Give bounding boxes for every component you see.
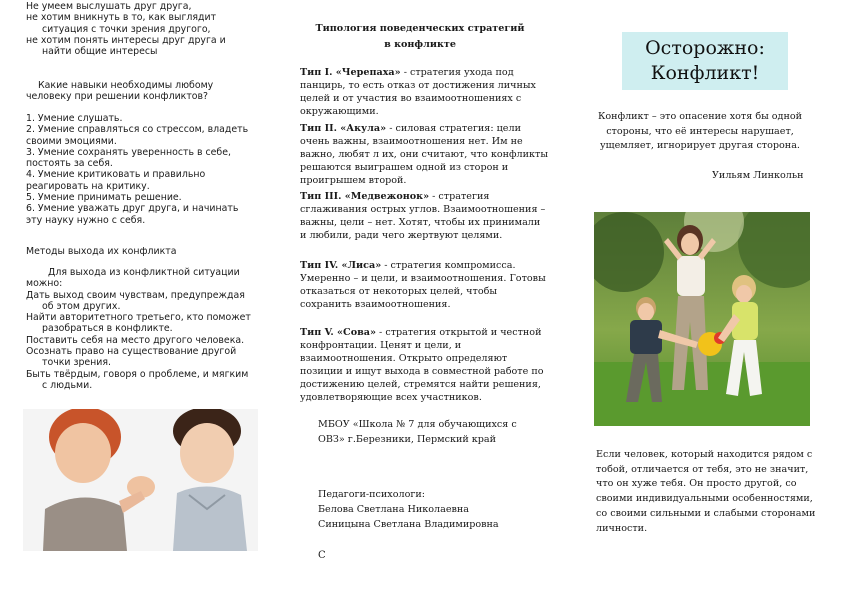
list-item: об этом других. <box>42 300 121 312</box>
list-item: Для выхода из конфликтной ситуации <box>48 267 240 278</box>
list-item: своими эмоциями. <box>26 135 117 147</box>
school-line: МБОУ «Школа № 7 для обучающихся с <box>318 419 517 430</box>
strategy-text: - стратегия компромисса. Умеренно – и цели, и взаимоотношения. Готовы отказаться от некоторых целей, чтобы сохранить взаимоотношения. <box>300 260 546 310</box>
list-item: 6. Умение уважать друг друга, и начинать <box>26 203 239 215</box>
title-banner <box>622 32 788 90</box>
skills-list <box>26 113 248 226</box>
typology-title-line: в конфликте <box>384 39 456 50</box>
teachers-title: Педагоги-психологи: <box>318 489 426 500</box>
strategy-text: - стратегия сглаживания острых углов. Взаимоотношения – важны, цели – нет. Хотят, чтобы их принимали и любили, ради чего жертвуют целями. <box>300 191 546 241</box>
typology-title-line: Типология поведенческих стратегий <box>315 23 525 34</box>
strategy-label: Тип II. «Акула» <box>300 123 387 134</box>
intro-line: ситуация с точки зрения другого, <box>42 23 211 35</box>
list-item: Осознать право на существование другой <box>26 346 237 358</box>
intro-line: найти общие интересы <box>42 46 158 58</box>
question-line: Какие навыки необходимы любому <box>38 80 214 91</box>
strategy-bear <box>300 190 548 242</box>
list-item: Быть твёрдым, говоря о проблеме, и мягким <box>26 368 249 380</box>
strategy-text: - стратегия ухода под панцирь, то есть отказ от достижения личных целей и от участия во взаимоотношениях с окружающими. <box>300 67 536 117</box>
list-item: можно: <box>26 278 63 290</box>
list-item: реагировать на критику. <box>26 180 150 192</box>
list-item: 4. Умение критиковать и правильно <box>26 169 206 181</box>
intro-line: Не умеем выслушать друг друга, <box>26 1 192 12</box>
list-item: разобраться в конфликте. <box>42 323 173 335</box>
school-info <box>318 417 517 447</box>
list-item: с людьми. <box>42 379 93 391</box>
photo-kids-pulling-toy <box>594 212 810 426</box>
list-item: Найти авторитетного третьего, кто поможет <box>26 312 251 324</box>
strategy-text: - стратегия открытой и честной конфронтации. Ценят и цели, и взаимоотношения. Открыто определяют позиции и ищут выхода в совместной работе по достижению целей, стремятся найти решения, удовлетворяющие всех участников. <box>300 327 544 403</box>
strategy-turtle <box>300 66 548 118</box>
photo-two-boys-arguing <box>23 409 258 551</box>
typology-title <box>300 21 540 53</box>
quote-author: Уильям Линкольн <box>712 170 804 181</box>
list-item: постоять за себя. <box>26 158 113 170</box>
strategy-text: - силовая стратегия: цели очень важны, взаимоотношения нет. Им не важно, любят л их, они считают, что конфликты решаются выиграшем одной из сторон и проигрышем второй. <box>300 123 548 186</box>
methods-title: Методы выхода их конфликта <box>26 246 177 257</box>
list-item: 5. Умение принимать решение. <box>26 192 182 204</box>
teacher-name: Белова Светлана Николаевна <box>318 504 470 515</box>
banner-line: Конфликт! <box>650 62 760 84</box>
list-item: Поставить себя на место другого человека. <box>26 334 245 346</box>
strategy-shark <box>300 122 548 187</box>
closing-text: Если человек, который находится рядом с тобой, отличается от тебя, это не значит, что он хуже тебя. Он просто другой, со своими индивидуальными особенностями, со своими сильными и слабыми сторонами личности. <box>596 449 816 534</box>
list-item: 1. Умение слушать. <box>26 113 123 124</box>
conflict-quote: Конфликт – это опасение хотя бы одной стороны, что её интересы нарушает, ущемляет, игнорирует другая сторона. <box>597 111 803 152</box>
list-item: точки зрения. <box>42 357 112 369</box>
teachers-block <box>318 487 499 532</box>
question-line: человеку при решении конфликтов? <box>26 91 209 103</box>
list-item: эту науку нужно с себя. <box>26 214 146 226</box>
trailing-letter: С <box>318 550 326 561</box>
teacher-name: Синицына Светлана Владимировна <box>318 519 499 530</box>
intro-line: не хотим понять интересы друг друга и <box>26 34 226 46</box>
banner-line: Осторожно: <box>645 37 765 59</box>
strategy-label: Тип V. «Сова» <box>300 327 376 338</box>
intro-lines <box>26 1 226 57</box>
list-item: 2. Умение справляться со стрессом, владеть <box>26 124 249 136</box>
strategy-fox <box>300 259 548 311</box>
list-item: 3. Умение сохранять уверенность в себе, <box>26 146 231 158</box>
strategy-label: Тип IV. «Лиса» <box>300 260 382 271</box>
column-middle <box>300 0 548 595</box>
intro-line: не хотим вникнуть в то, как выглядит <box>26 12 217 24</box>
strategy-owl <box>300 326 548 404</box>
school-line: ОВЗ» г.Березники, Пермский край <box>318 434 497 445</box>
exit-methods-list <box>26 267 251 391</box>
skills-question <box>26 80 213 103</box>
strategy-label: Тип III. «Медвежонок» <box>300 191 430 202</box>
strategy-label: Тип I. «Черепаха» <box>300 67 401 78</box>
list-item: Дать выход своим чувствам, предупреждая <box>26 289 245 301</box>
